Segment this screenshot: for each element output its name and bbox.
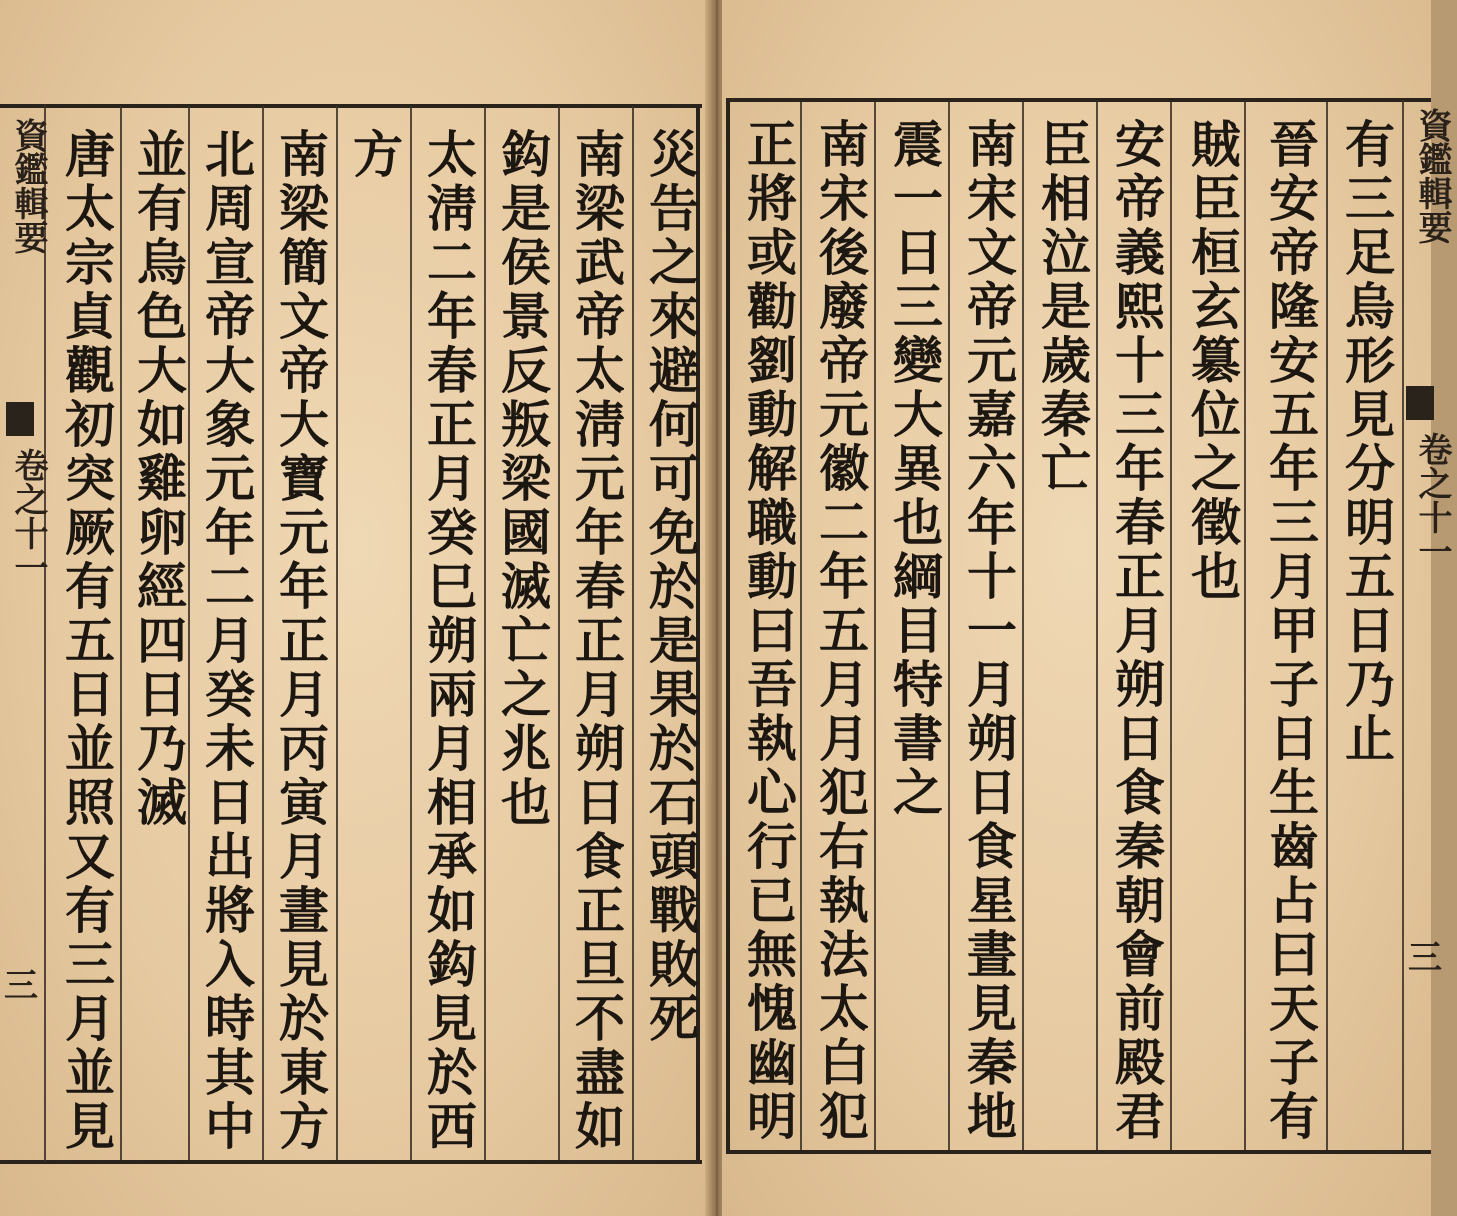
fish-tail-mark xyxy=(6,402,34,436)
column-rule xyxy=(800,102,802,1150)
column-rule xyxy=(1244,102,1246,1150)
text-column-7: 北周宣帝大象元年二月癸未日出將入時其中 xyxy=(197,128,256,1154)
column-rule xyxy=(1096,102,1098,1150)
text-column-2: 晉安帝隆安五年三月甲子日生齒占曰天子有 xyxy=(1261,118,1320,1144)
column-rule xyxy=(1170,102,1172,1150)
bottom-frame-line xyxy=(726,1150,1431,1154)
fish-tail-mark xyxy=(1406,386,1434,420)
top-frame-line xyxy=(0,104,702,108)
text-column-7: 震一日三變大異也綱目特書之 xyxy=(885,118,944,820)
margin-volume: 卷之十一 xyxy=(8,448,48,584)
text-column-5: 臣相泣是歲秦亡 xyxy=(1033,118,1092,496)
text-column-8: 南宋後廢帝元徽二年五月月犯右執法太白犯 xyxy=(811,118,870,1144)
column-rule xyxy=(558,106,560,1160)
column-rule xyxy=(262,106,264,1160)
margin-title: 資鑑輯要 xyxy=(1412,108,1452,244)
text-column-4: 安帝義熙十三年春正月朔日食秦朝會前殿君 xyxy=(1107,118,1166,1144)
text-column-8: 並有烏色大如雞卵經四日乃滅 xyxy=(129,128,188,830)
right-page xyxy=(722,0,1452,1216)
column-rule xyxy=(484,106,486,1160)
left-frame-line xyxy=(726,98,730,1154)
page-number: 三 xyxy=(4,966,38,1006)
text-column-3: 鈎是侯景反叛梁國滅亡之兆也 xyxy=(493,128,552,830)
margin-rule xyxy=(44,104,46,1162)
column-rule xyxy=(188,106,190,1160)
margin-rule xyxy=(1402,100,1404,1150)
text-column-9: 唐太宗貞觀初突厥有五日並照又有三月並見 xyxy=(57,128,116,1154)
text-column-5: 方 xyxy=(345,128,404,182)
column-rule xyxy=(874,102,876,1150)
column-rule xyxy=(1022,102,1024,1150)
bottom-frame-line xyxy=(0,1160,702,1164)
text-column-2: 南梁武帝太淸元年春正月朔日食正旦不盡如 xyxy=(567,128,626,1154)
left-page xyxy=(0,0,712,1216)
text-column-9: 正將或勸劉動解職動曰吾執心行已無愧幽明 xyxy=(739,118,798,1144)
text-column-3: 賊臣桓玄簒位之徵也 xyxy=(1183,118,1242,604)
text-column-6: 南梁簡文帝大寶元年正月丙寅月晝見於東方 xyxy=(271,128,330,1154)
page-number: 三 xyxy=(1408,938,1442,978)
column-rule xyxy=(948,102,950,1150)
text-column-1: 有三足烏形見分明五日乃止 xyxy=(1337,118,1396,766)
text-column-1: 災告之來避何可免於是果於石頭戰敗死 xyxy=(641,128,700,1046)
margin-volume: 卷之十一 xyxy=(1412,432,1452,568)
column-rule xyxy=(410,106,412,1160)
column-rule xyxy=(336,106,338,1160)
text-column-4: 太淸二年春正月癸巳朔兩月相承如鈎見於西 xyxy=(419,128,478,1154)
text-column-6: 南宋文帝元嘉六年十一月朔日食星晝見秦地 xyxy=(959,118,1018,1144)
margin-title: 資鑑輯要 xyxy=(8,118,48,254)
column-rule xyxy=(632,106,634,1160)
column-rule xyxy=(120,106,122,1160)
column-rule xyxy=(1326,102,1328,1150)
